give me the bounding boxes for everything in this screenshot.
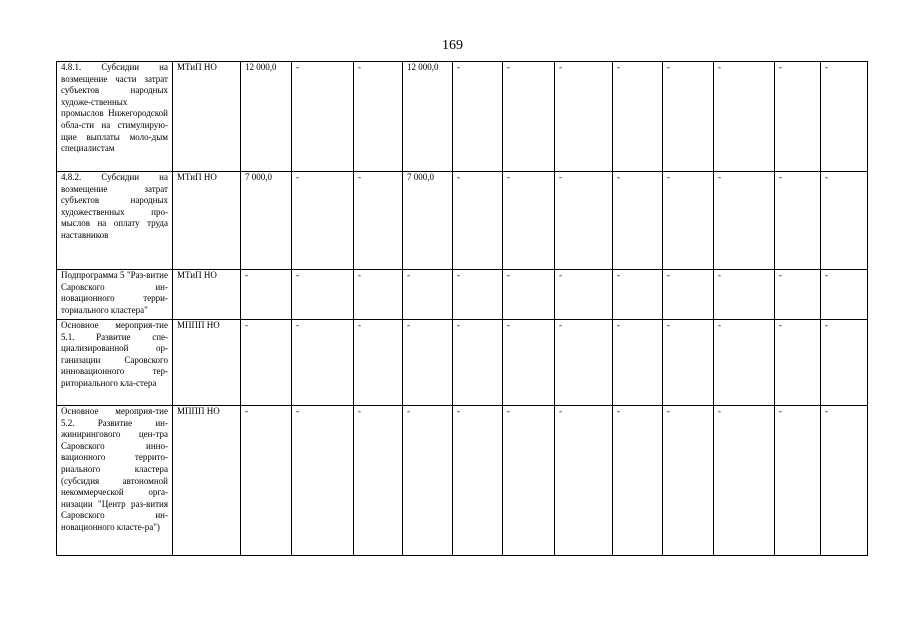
value-cell: - (403, 270, 453, 320)
value-cell: - (403, 320, 453, 406)
value-cell: - (555, 270, 613, 320)
value-cell: - (292, 270, 354, 320)
budget-table (56, 61, 868, 556)
value-cell: - (503, 320, 555, 406)
value-cell: - (354, 270, 403, 320)
value-cell: - (714, 172, 775, 270)
value-cell: - (555, 320, 613, 406)
value-cell: - (663, 406, 714, 556)
value-cell: - (453, 270, 503, 320)
value-cell: - (503, 270, 555, 320)
row-org-cell: МТиП НО (173, 62, 241, 172)
row-org-cell: МППП НО (173, 320, 241, 406)
value-cell: - (503, 406, 555, 556)
value-cell: - (354, 172, 403, 270)
row-org-cell: МППП НО (173, 406, 241, 556)
value-cell: - (663, 270, 714, 320)
value-cell: - (775, 270, 821, 320)
table-row (57, 270, 868, 320)
table-row (57, 406, 868, 556)
value-cell: - (241, 270, 292, 320)
value-cell: - (241, 320, 292, 406)
page-number: 169 (442, 38, 463, 53)
value-cell: - (354, 62, 403, 172)
row-org-cell: МТиП НО (173, 172, 241, 270)
value-cell: - (453, 320, 503, 406)
value-cell: - (403, 406, 453, 556)
value-cell: - (292, 406, 354, 556)
value-cell: - (714, 270, 775, 320)
value-cell: - (555, 172, 613, 270)
value-cell: - (663, 320, 714, 406)
value-cell: 12 000,0 (241, 62, 292, 172)
value-cell: - (354, 406, 403, 556)
value-cell: - (503, 172, 555, 270)
value-cell: - (354, 320, 403, 406)
value-cell: - (555, 406, 613, 556)
value-cell: - (821, 172, 868, 270)
row-name-cell: Основное мероприя-тие 5.1. Развитие спе-циализированной ор-ганизации Саровского инновационного тер-риториального кла-стера (57, 320, 173, 406)
row-name-cell: 4.8.1. Субсидии на возмещение части затрат субъектов народных художе-ственных промыслов Нижегородской обла-сти на стимулирую-щие выплаты моло-дым специалистам (57, 62, 173, 172)
table-row (57, 320, 868, 406)
value-cell: - (453, 62, 503, 172)
row-name-cell: 4.8.2. Субсидии на возмещение затрат субъектов народных художественных про-мыслов на оплату труда наставников (57, 172, 173, 270)
value-cell: - (613, 406, 663, 556)
value-cell: - (613, 270, 663, 320)
value-cell: - (453, 172, 503, 270)
value-cell: - (292, 172, 354, 270)
value-cell: - (292, 320, 354, 406)
value-cell: - (775, 406, 821, 556)
value-cell: - (821, 270, 868, 320)
row-name-cell: Основное мероприя-тие 5.2. Развитие ин-жинирингового цен-тра Саровского инно-вационного террито-риального кластера (субсидия автономной некоммерческой орга-низации "Центр раз-вития Саровского ин-новационного класте-ра") (57, 406, 173, 556)
value-cell: - (613, 172, 663, 270)
value-cell: - (453, 406, 503, 556)
value-cell: - (663, 62, 714, 172)
value-cell: - (714, 62, 775, 172)
value-cell: - (503, 62, 555, 172)
row-name-cell: Подпрограмма 5 "Раз-витие Саровского ин-новационного терри-ториального кластера" (57, 270, 173, 320)
value-cell: - (775, 320, 821, 406)
value-cell: - (775, 62, 821, 172)
value-cell: - (775, 172, 821, 270)
value-cell: 7 000,0 (241, 172, 292, 270)
table-row (57, 62, 868, 172)
value-cell: - (714, 406, 775, 556)
value-cell: - (821, 62, 868, 172)
value-cell: - (555, 62, 613, 172)
value-cell: 12 000,0 (403, 62, 453, 172)
value-cell: - (292, 62, 354, 172)
value-cell: - (714, 320, 775, 406)
row-org-cell: МТиП НО (173, 270, 241, 320)
value-cell: - (821, 406, 868, 556)
value-cell: - (663, 172, 714, 270)
table-row (57, 172, 868, 270)
value-cell: - (613, 62, 663, 172)
table-body (57, 62, 868, 556)
value-cell: - (241, 406, 292, 556)
value-cell: 7 000,0 (403, 172, 453, 270)
value-cell: - (821, 320, 868, 406)
value-cell: - (613, 320, 663, 406)
